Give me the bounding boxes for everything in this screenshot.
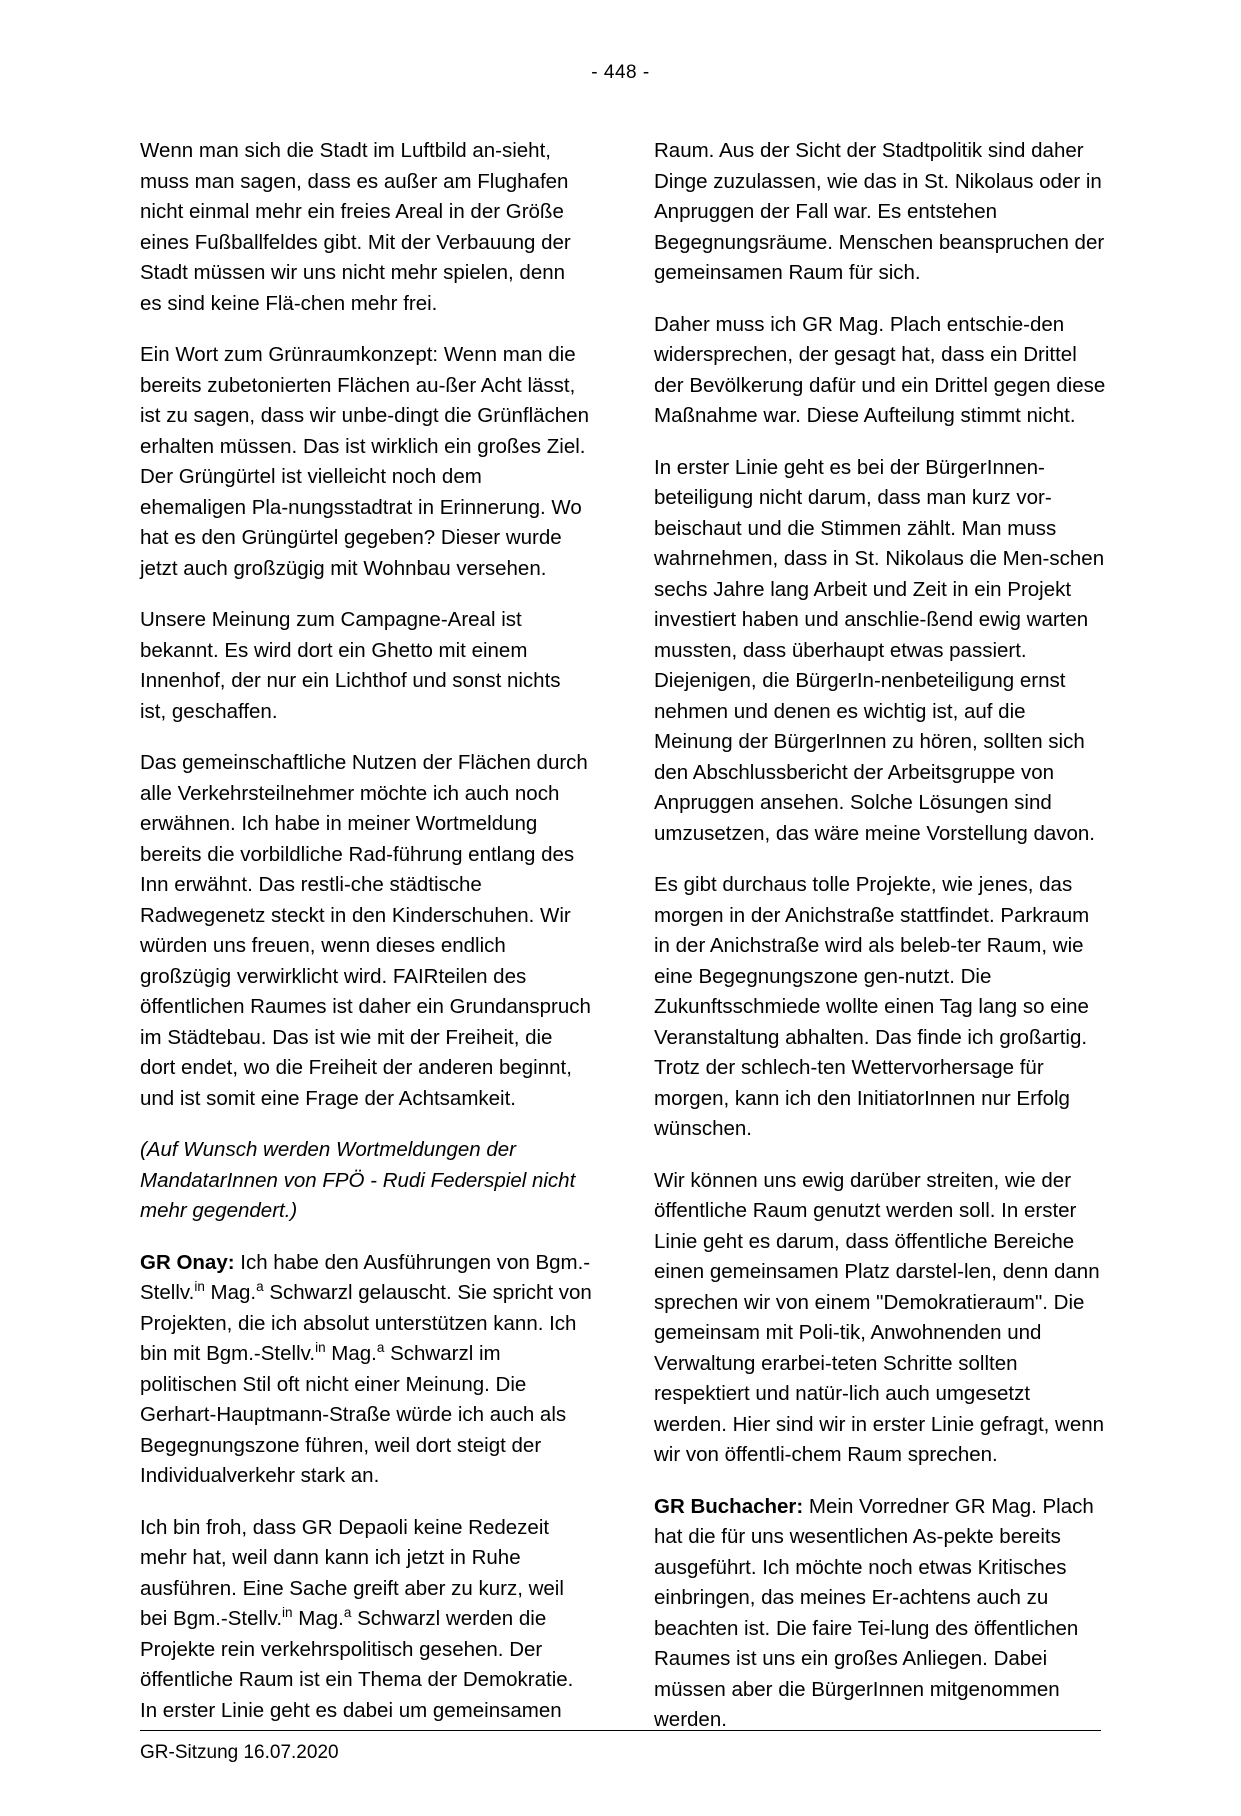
speaker-name: GR Buchacher: bbox=[654, 1494, 804, 1518]
speech-text: Mag. bbox=[204, 1281, 257, 1304]
speech-onay-continued bbox=[140, 1513, 592, 1727]
speech-text: Schwarzl gelauscht. Sie spricht von Projekten, die ich absolut unterstützen kann. Ich bin mit Bgm.-Stellv. bbox=[140, 1281, 592, 1365]
paragraph: Unsere Meinung zum Campagne-Areal ist bekannt. Es wird dort ein Ghetto mit einem Innenhof, der nur ein Lichthof und sonst nichts ist, geschaffen. bbox=[140, 608, 561, 723]
speech-text: Ich bin froh, dass GR Depaoli keine Redezeit mehr hat, weil dann kann ich jetzt in Ruhe ausführen. Eine Sache greift aber zu kurz, weil bei Bgm.-Stellv. bbox=[140, 1515, 564, 1630]
paragraph: Daher muss ich GR Mag. Plach entschie-den widersprechen, der gesagt hat, dass ein Drittel der Bevölkerung dafür und ein Drittel gegen diese Maßnahme war. Diese Aufteilung stimmt nicht. bbox=[654, 312, 1106, 427]
right-column bbox=[654, 136, 1106, 1736]
editorial-note: (Auf Wunsch werden Wortmeldungen der MandatarInnen von FPÖ - Rudi Federspiel nicht mehr gegendert.) bbox=[140, 1138, 576, 1222]
speech-text: Schwarzl werden die Projekte rein verkehrspolitisch gesehen. Der öffentliche Raum ist ein Thema der Demokratie. In erster Linie geht es dabei um gemeinsamen bbox=[140, 1607, 574, 1722]
two-column-body bbox=[140, 136, 1106, 1736]
superscript: a bbox=[256, 1279, 264, 1295]
paragraph: Raum. Aus der Sicht der Stadtpolitik sind daher Dinge zuzulassen, wie das in St. Nikolaus oder in Anpruggen der Fall war. Es entstehen Begegnungsräume. Menschen beanspruchen der gemeinsamen Raum für sich. bbox=[654, 139, 1105, 284]
superscript: in bbox=[194, 1279, 205, 1295]
paragraph: Wenn man sich die Stadt im Luftbild an-sieht, muss man sagen, dass es außer am Flughafen nicht einmal mehr ein freies Areal in der Größe eines Fußballfeldes gibt. Mit der Verbauung der Stadt müssen wir uns nicht mehr spielen, denn es sind keine Flä-chen mehr frei. bbox=[140, 139, 571, 315]
superscript: a bbox=[343, 1605, 352, 1621]
superscript: in bbox=[282, 1605, 293, 1621]
left-column bbox=[140, 136, 592, 1736]
page-number: - 448 - bbox=[591, 62, 650, 83]
paragraph: Das gemeinschaftliche Nutzen der Flächen durch alle Verkehrsteilnehmer möchte ich auch noch erwähnen. Ich habe in meiner Wortmeldung bereits die vorbildliche Rad-führung entlang des Inn erwähnt. Das restli-che städtische Radwegenetz steckt in den Kinderschuhen. Wir würden uns freuen, wenn dieses endlich großzügig verwirklicht wird. FAIRteilen des öffentlichen Raumes ist daher ein Grundanspruch im Städtebau. Das ist wie mit der Freiheit, die dort endet, wo die Freiheit der anderen beginnt, und ist somit eine Frage der Achtsamkeit. bbox=[140, 751, 591, 1110]
superscript: a bbox=[376, 1340, 385, 1356]
superscript: in bbox=[315, 1340, 326, 1356]
footer-divider bbox=[140, 1730, 1101, 1731]
footer-label: GR-Sitzung 16.07.2020 bbox=[140, 1742, 339, 1763]
speech-text: Mein Vorredner GR Mag. Plach hat die für uns wesentlichen As-pekte bereits ausgeführt. Ich möchte noch etwas Kritisches einbringen, das meines Er-achtens auch zu beachten ist. Die faire Tei-lung des öffentlichen Raumes ist uns ein großes Anliegen. Dabei müssen aber die BürgerInnen mitgenommen werden. bbox=[654, 1494, 1094, 1731]
paragraph: Ein Wort zum Grünraumkonzept: Wenn man die bereits zubetonierten Flächen au-ßer Acht lässt, ist zu sagen, dass wir unbe-dingt die Grünflächen erhalten müssen. Das ist wirklich ein großes Ziel. Der Grüngürtel ist vielleicht noch dem ehemaligen Pla-nungsstadtrat in Erinnerung. Wo hat es den Grüngürtel gegeben? Dieser wurde jetzt auch großzügig mit Wohnbau versehen. bbox=[140, 343, 589, 580]
speech-text: Ich habe den Ausführungen von Bgm.-Stellv. bbox=[140, 1250, 591, 1304]
speech-text: Schwarzl im politischen Stil oft nicht einer Meinung. Die Gerhart-Hauptmann-Straße würde ich auch als Begegnungszone führen, weil dort steigt der Individualverkehr stark an. bbox=[140, 1342, 567, 1487]
paragraph: Es gibt durchaus tolle Projekte, wie jenes, das morgen in der Anichstraße stattfindet. Parkraum in der Anichstraße wird als beleb-ter Raum, wie eine Begegnungszone gen-nutzt. Die Zukunftsschmiede wollte einen Tag lang so eine Veranstaltung abhalten. Das finde ich großartig. Trotz der schlech-ten Wettervorhersage für morgen, kann ich den InitiatorInnen nur Erfolg wünschen. bbox=[654, 873, 1090, 1140]
paragraph: In erster Linie geht es bei der BürgerInnen-beteiligung nicht darum, dass man kurz vor-beischaut und die Stimmen zählt. Man muss wahrnehmen, dass in St. Nikolaus die Men-schen sechs Jahre lang Arbeit und Zeit in ein Projekt investiert haben und anschlie-ßend ewig warten mussten, dass überhaupt etwas passiert. Diejenigen, die BürgerIn-nenbeteiligung ernst nehmen und denen es wichtig ist, auf die Meinung der BürgerInnen zu hören, sollten sich den Abschlussbericht der Arbeitsgruppe von Anpruggen ansehen. Solche Lösungen sind umzusetzen, das wäre meine Vorstellung davon. bbox=[654, 455, 1105, 845]
speaker-name: GR Onay: bbox=[140, 1250, 235, 1274]
speech-onay bbox=[140, 1248, 592, 1492]
speech-text: Mag. bbox=[292, 1607, 344, 1630]
speech-buchacher bbox=[654, 1492, 1106, 1736]
speech-text: Mag. bbox=[325, 1342, 377, 1365]
document-page bbox=[0, 62, 1241, 1816]
paragraph: Wir können uns ewig darüber streiten, wie der öffentliche Raum genutzt werden soll. In erster Linie geht es darum, dass öffentliche Bereiche einen gemeinsamen Platz darstel-len, denn dann sprechen wir von einem "Demokratieraum". Die gemeinsam mit Poli-tik, Anwohnenden und Verwaltung erarbei-teten Schritte sollten respektiert und natür-lich auch umgesetzt werden. Hier sind wir in erster Linie gefragt, wenn wir von öffentli-chem Raum sprechen. bbox=[654, 1168, 1105, 1466]
